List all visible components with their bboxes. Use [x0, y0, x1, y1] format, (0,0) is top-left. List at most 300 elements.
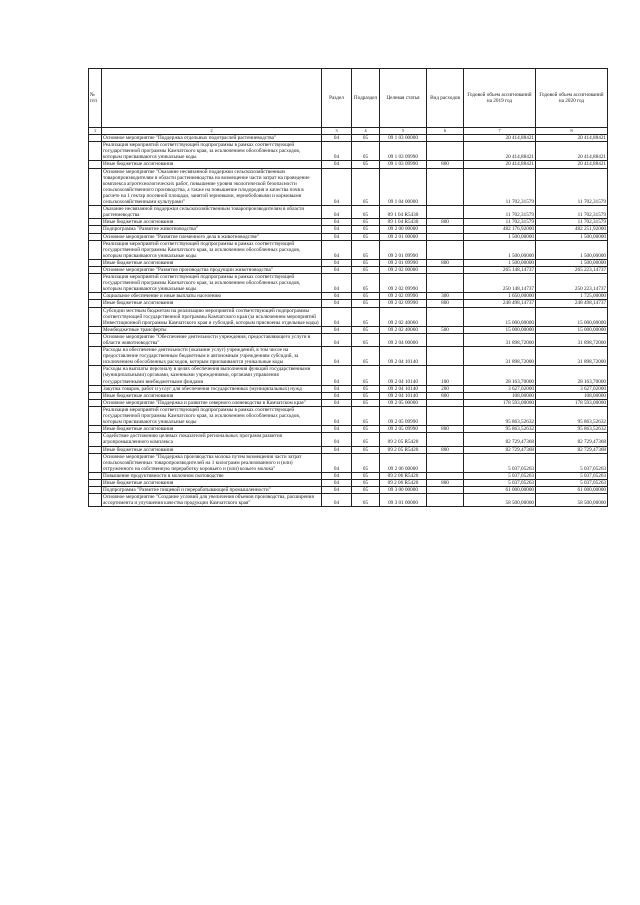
table-row	[89, 161, 608, 168]
row-number-cell	[89, 142, 102, 161]
podrazdel-cell: 05	[352, 135, 380, 142]
target-article-cell: 09 2 01 09990	[380, 259, 427, 266]
amount-2020-cell: 482 251,92000	[536, 226, 608, 233]
row-name-cell: Основное мероприятие "Развитие племенного дела в животноводстве"	[102, 233, 322, 240]
podrazdel-cell: 05	[352, 307, 380, 326]
row-name-cell: Основное мероприятие "Развитие производства продукции животноводства"	[102, 266, 322, 273]
podrazdel-cell: 05	[352, 259, 380, 266]
podrazdel-cell: 05	[352, 274, 380, 293]
target-article-cell: 09 1 04 R5430	[380, 206, 427, 219]
table-row	[89, 479, 608, 486]
target-article-cell: 09 2 02 09990	[380, 274, 427, 293]
row-number-cell	[89, 168, 102, 206]
table-row	[89, 392, 608, 399]
header-razdel: Раздел	[322, 69, 352, 128]
amount-2019-cell: 82 729,47368	[464, 446, 536, 453]
table-row	[89, 472, 608, 479]
podrazdel-cell: 05	[352, 168, 380, 206]
expense-type-cell: 100	[427, 366, 464, 385]
row-name-cell: Иные бюджетные ассигнования	[102, 446, 322, 453]
target-article-cell: 09 2 05 09990	[380, 406, 427, 425]
index-cell: 3	[322, 128, 352, 135]
table-row	[89, 226, 608, 233]
razdel-cell: 04	[322, 446, 352, 453]
target-article-cell: 09 2 04 10140	[380, 347, 427, 366]
row-number-cell	[89, 240, 102, 259]
row-number-cell	[89, 406, 102, 425]
table-row	[89, 300, 608, 307]
amount-2019-cell: 95 863,52632	[464, 426, 536, 433]
row-number-cell	[89, 266, 102, 273]
row-name-cell: Иные бюджетные ассигнования	[102, 161, 322, 168]
amount-2019-cell: 58 500,00000	[464, 494, 536, 507]
podrazdel-cell: 05	[352, 266, 380, 273]
target-article-cell: 09 2 06 R5420	[380, 472, 427, 479]
podrazdel-cell: 05	[352, 392, 380, 399]
amount-2019-cell: 1 500,00000	[464, 240, 536, 259]
amount-2019-cell: 28 163,70000	[464, 366, 536, 385]
amount-2019-cell: 20 414,88421	[464, 142, 536, 161]
row-name-cell: Подпрограмма "Развитие пищевой и перерабатывающей промышленности"	[102, 487, 322, 494]
target-article-cell: 09 2 01 00000	[380, 233, 427, 240]
podrazdel-cell: 05	[352, 472, 380, 479]
amount-2020-cell: 58 500,00000	[536, 494, 608, 507]
amount-2019-cell: 15 000,00000	[464, 326, 536, 333]
expense-type-cell	[427, 406, 464, 425]
target-article-cell: 09 1 03 00000	[380, 135, 427, 142]
razdel-cell: 04	[322, 366, 352, 385]
table-row	[89, 433, 608, 446]
podrazdel-cell: 05	[352, 347, 380, 366]
amount-2020-cell: 248 498,14737	[536, 300, 608, 307]
razdel-cell: 04	[322, 426, 352, 433]
amount-2020-cell: 1 500,00000	[536, 233, 608, 240]
row-name-cell: Основное мероприятие "Создание условий для увеличения объемов производства, расширения ассортимента и улучшения качества продукции Камчатского края"	[102, 494, 322, 507]
amount-2019-cell: 5 037,05263	[464, 479, 536, 486]
amount-2020-cell: 20 414,88421	[536, 161, 608, 168]
row-name-cell: Расходы на обеспечение деятельности (оказание услуг) учреждений, в том числе на предоставление государственным бюджетным и автономным учреждениям субсидий, за исключением обособленных расходов, которым присваиваются уникальные коды	[102, 347, 322, 366]
podrazdel-cell: 05	[352, 426, 380, 433]
row-number-cell	[89, 479, 102, 486]
razdel-cell: 04	[322, 226, 352, 233]
target-article-cell: 09 2 05 R5420	[380, 433, 427, 446]
podrazdel-cell: 05	[352, 487, 380, 494]
razdel-cell: 04	[322, 274, 352, 293]
amount-2020-cell: 108,00000	[536, 392, 608, 399]
target-article-cell: 09 2 02 09990	[380, 300, 427, 307]
podrazdel-cell: 05	[352, 161, 380, 168]
row-name-cell: Иные бюджетные ассигнования	[102, 392, 322, 399]
row-number-cell	[89, 326, 102, 333]
razdel-cell: 04	[322, 206, 352, 219]
amount-2019-cell: 11 702,31579	[464, 206, 536, 219]
amount-2020-cell: 1 500,00000	[536, 259, 608, 266]
amount-2019-cell: 82 729,47368	[464, 433, 536, 446]
target-article-cell: 09 3 01 00000	[380, 494, 427, 507]
row-name-cell: Реализация мероприятий соответствующей подпрограммы в рамках соответствующей государственной программы Камчатского края, за исключением обособленных расходов, которым присваиваются уникальные коды	[102, 142, 322, 161]
razdel-cell: 04	[322, 259, 352, 266]
expense-type-cell	[427, 142, 464, 161]
razdel-cell: 04	[322, 453, 352, 472]
row-number-cell	[89, 399, 102, 406]
amount-2020-cell: 31 898,72000	[536, 333, 608, 346]
row-number-cell	[89, 307, 102, 326]
index-cell: 8	[536, 128, 608, 135]
expense-type-cell	[427, 266, 464, 273]
row-number-cell	[89, 135, 102, 142]
target-article-cell: 09 2 04 10140	[380, 385, 427, 392]
table-body	[89, 135, 608, 507]
row-name-cell: Субсидии местным бюджетам на реализацию мероприятий соответствующей подпрограммы соответствующей государственной программы Камчатского края (за исключением мероприятий Инвестиционной программы Камчатского края и субсидий, которым присвоены отдельные коды)	[102, 307, 322, 326]
table-row	[89, 206, 608, 219]
expense-type-cell: 800	[427, 161, 464, 168]
expense-type-cell: 800	[427, 300, 464, 307]
razdel-cell: 04	[322, 326, 352, 333]
target-article-cell: 09 2 02 40060	[380, 307, 427, 326]
expense-type-cell	[427, 333, 464, 346]
index-cell: 7	[464, 128, 536, 135]
header-article: Целевая статья	[380, 69, 427, 128]
razdel-cell: 04	[322, 472, 352, 479]
row-name-cell: Реализация мероприятий соответствующей подпрограммы в рамках соответствующей государственной программы Камчатского края, за исключением обособленных расходов, которым присваиваются уникальные коды	[102, 406, 322, 425]
expense-type-cell: 500	[427, 326, 464, 333]
table-row	[89, 274, 608, 293]
amount-2020-cell: 5 037,05263	[536, 472, 608, 479]
row-name-cell: Закупка товаров, работ и услуг для обеспечения государственных (муниципальных) нужд	[102, 385, 322, 392]
index-cell: 2	[102, 128, 322, 135]
table-row	[89, 347, 608, 366]
target-article-cell: 09 2 01 09990	[380, 240, 427, 259]
row-name-cell: Основное мероприятие "Поддержка производства молока путем возмещения части затрат сельскохозяйственных товаропроизводителей на 1 килограмм реализованного и (или) отгруженного на собственную переработку коровьего и (или) козьего молока"	[102, 453, 322, 472]
table-row	[89, 135, 608, 142]
podrazdel-cell: 05	[352, 406, 380, 425]
amount-2020-cell: 15 000,00000	[536, 326, 608, 333]
target-article-cell: 09 2 00 00000	[380, 226, 427, 233]
razdel-cell: 04	[322, 168, 352, 206]
amount-2019-cell: 265 148,14737	[464, 266, 536, 273]
razdel-cell: 04	[322, 233, 352, 240]
podrazdel-cell: 05	[352, 219, 380, 226]
amount-2019-cell: 15 000,00000	[464, 307, 536, 326]
amount-2020-cell: 5 037,05263	[536, 453, 608, 472]
target-article-cell: 09 2 02 09990	[380, 293, 427, 300]
podrazdel-cell: 05	[352, 333, 380, 346]
row-number-cell	[89, 494, 102, 507]
amount-2019-cell: 95 863,52632	[464, 406, 536, 425]
amount-2019-cell: 31 898,72000	[464, 333, 536, 346]
table-row	[89, 487, 608, 494]
row-name-cell: Иные бюджетные ассигнования	[102, 259, 322, 266]
amount-2019-cell: 20 414,88421	[464, 135, 536, 142]
row-number-cell	[89, 206, 102, 219]
row-number-cell	[89, 392, 102, 399]
expense-type-cell	[427, 494, 464, 507]
table-row	[89, 219, 608, 226]
amount-2020-cell: 82 729,47368	[536, 433, 608, 446]
target-article-cell: 09 2 05 00000	[380, 399, 427, 406]
header-vid: Вид расходов	[427, 69, 464, 128]
razdel-cell: 04	[322, 300, 352, 307]
row-number-cell	[89, 446, 102, 453]
target-article-cell: 09 2 05 09990	[380, 426, 427, 433]
table-row	[89, 293, 608, 300]
razdel-cell: 04	[322, 307, 352, 326]
amount-2020-cell: 11 702,31579	[536, 168, 608, 206]
row-number-cell	[89, 453, 102, 472]
amount-2019-cell: 1 500,00000	[464, 259, 536, 266]
razdel-cell: 04	[322, 219, 352, 226]
razdel-cell: 04	[322, 385, 352, 392]
row-number-cell	[89, 274, 102, 293]
header-year-2020: Годовой объем ассигнований на 2020 год	[536, 69, 608, 128]
expense-type-cell: 800	[427, 426, 464, 433]
podrazdel-cell: 05	[352, 326, 380, 333]
amount-2019-cell: 248 498,14737	[464, 300, 536, 307]
expense-type-cell	[427, 472, 464, 479]
table-row	[89, 142, 608, 161]
amount-2020-cell: 11 702,31579	[536, 206, 608, 219]
table-row	[89, 233, 608, 240]
target-article-cell: 09 1 04 R5430	[380, 219, 427, 226]
podrazdel-cell: 05	[352, 293, 380, 300]
table-row	[89, 307, 608, 326]
table-row	[89, 168, 608, 206]
row-number-cell	[89, 385, 102, 392]
target-article-cell: 09 2 04 10140	[380, 392, 427, 399]
podrazdel-cell: 05	[352, 226, 380, 233]
row-number-cell	[89, 433, 102, 446]
row-name-cell: Межбюджетные трансферты	[102, 326, 322, 333]
amount-2019-cell: 178 593,00000	[464, 399, 536, 406]
table-row	[89, 266, 608, 273]
row-name-cell: Социальное обеспечение и иные выплаты населению	[102, 293, 322, 300]
expense-type-cell	[427, 433, 464, 446]
row-name-cell: Подпрограмма "Развитие животноводства"	[102, 226, 322, 233]
amount-2020-cell: 265 223,14737	[536, 266, 608, 273]
table-row	[89, 240, 608, 259]
table-row	[89, 399, 608, 406]
target-article-cell: 09 2 02 00000	[380, 266, 427, 273]
amount-2019-cell: 11 702,31579	[464, 219, 536, 226]
podrazdel-cell: 05	[352, 494, 380, 507]
row-number-cell	[89, 426, 102, 433]
row-name-cell: Основное мероприятие "Поддержка отдельных подотраслей растениеводства"	[102, 135, 322, 142]
razdel-cell: 04	[322, 240, 352, 259]
amount-2019-cell: 3 627,02000	[464, 385, 536, 392]
amount-2020-cell: 20 414,88421	[536, 135, 608, 142]
table-row	[89, 259, 608, 266]
row-number-cell	[89, 472, 102, 479]
amount-2020-cell: 15 000,00000	[536, 307, 608, 326]
amount-2020-cell: 1 500,00000	[536, 240, 608, 259]
amount-2019-cell: 11 702,31579	[464, 168, 536, 206]
table-row	[89, 426, 608, 433]
target-article-cell: 09 1 03 09990	[380, 142, 427, 161]
razdel-cell: 04	[322, 487, 352, 494]
row-number-cell	[89, 161, 102, 168]
expense-type-cell: 800	[427, 392, 464, 399]
razdel-cell: 04	[322, 135, 352, 142]
row-number-cell	[89, 366, 102, 385]
podrazdel-cell: 05	[352, 366, 380, 385]
amount-2020-cell: 95 863,52632	[536, 426, 608, 433]
row-name-cell: Оказание несвязанной поддержки сельскохозяйственным товаропроизводителям в области растениеводства	[102, 206, 322, 219]
podrazdel-cell: 05	[352, 240, 380, 259]
column-index-row	[89, 128, 608, 135]
target-article-cell: 09 2 02 40060	[380, 326, 427, 333]
expense-type-cell: 800	[427, 479, 464, 486]
table-row	[89, 366, 608, 385]
row-name-cell: Иные бюджетные ассигнования	[102, 426, 322, 433]
row-number-cell	[89, 333, 102, 346]
amount-2020-cell: 178 593,00000	[536, 399, 608, 406]
podrazdel-cell: 05	[352, 206, 380, 219]
amount-2019-cell: 61 000,00000	[464, 487, 536, 494]
amount-2020-cell: 95 863,52632	[536, 406, 608, 425]
expense-type-cell: 300	[427, 293, 464, 300]
razdel-cell: 04	[322, 347, 352, 366]
expense-type-cell: 800	[427, 259, 464, 266]
razdel-cell: 04	[322, 433, 352, 446]
expense-type-cell	[427, 226, 464, 233]
expense-type-cell	[427, 233, 464, 240]
header-row	[89, 69, 608, 128]
podrazdel-cell: 05	[352, 399, 380, 406]
expense-type-cell	[427, 168, 464, 206]
row-name-cell: Повышение продуктивности в молочном скотоводстве	[102, 472, 322, 479]
target-article-cell: 09 1 03 09990	[380, 161, 427, 168]
header-number: № п/п	[89, 69, 102, 128]
expense-type-cell	[427, 206, 464, 219]
target-article-cell: 09 1 04 00000	[380, 168, 427, 206]
row-number-cell	[89, 226, 102, 233]
amount-2020-cell: 61 000,00000	[536, 487, 608, 494]
index-cell: 5	[380, 128, 427, 135]
amount-2020-cell: 20 414,88421	[536, 142, 608, 161]
row-number-cell	[89, 293, 102, 300]
expense-type-cell: 800	[427, 219, 464, 226]
row-name-cell: Иные бюджетные ассигнования	[102, 479, 322, 486]
amount-2019-cell: 482 176,92000	[464, 226, 536, 233]
razdel-cell: 04	[322, 392, 352, 399]
podrazdel-cell: 05	[352, 479, 380, 486]
amount-2019-cell: 1 500,00000	[464, 233, 536, 240]
table-row	[89, 406, 608, 425]
expense-type-cell: 200	[427, 385, 464, 392]
amount-2019-cell: 20 414,88421	[464, 161, 536, 168]
amount-2020-cell: 31 898,72000	[536, 347, 608, 366]
table-row	[89, 453, 608, 472]
expense-type-cell	[427, 135, 464, 142]
index-cell: 4	[352, 128, 380, 135]
row-name-cell: Основное мероприятие "Поддержка и развитие северного оленеводства в Камчатском крае"	[102, 399, 322, 406]
amount-2020-cell: 1 725,00000	[536, 293, 608, 300]
target-article-cell: 09 2 05 R5420	[380, 446, 427, 453]
razdel-cell: 04	[322, 333, 352, 346]
razdel-cell: 04	[322, 494, 352, 507]
amount-2020-cell: 5 037,05263	[536, 479, 608, 486]
razdel-cell: 04	[322, 293, 352, 300]
razdel-cell: 04	[322, 479, 352, 486]
expense-type-cell: 800	[427, 446, 464, 453]
amount-2020-cell: 28 163,70000	[536, 366, 608, 385]
razdel-cell: 04	[322, 266, 352, 273]
row-number-cell	[89, 233, 102, 240]
expense-type-cell	[427, 240, 464, 259]
header-year-2019: Годовой объем ассигнований на 2019 год	[464, 69, 536, 128]
razdel-cell: 04	[322, 142, 352, 161]
amount-2019-cell: 5 037,05263	[464, 453, 536, 472]
podrazdel-cell: 05	[352, 233, 380, 240]
expense-type-cell	[427, 274, 464, 293]
expense-type-cell	[427, 399, 464, 406]
expense-type-cell	[427, 487, 464, 494]
table-row	[89, 326, 608, 333]
row-number-cell	[89, 347, 102, 366]
expense-type-cell	[427, 453, 464, 472]
target-article-cell: 09 3 00 00000	[380, 487, 427, 494]
table-row	[89, 446, 608, 453]
header-name	[102, 69, 322, 128]
row-number-cell	[89, 259, 102, 266]
amount-2020-cell: 11 702,31579	[536, 219, 608, 226]
podrazdel-cell: 05	[352, 433, 380, 446]
budget-allocation-table	[88, 68, 608, 507]
expense-type-cell	[427, 307, 464, 326]
podrazdel-cell: 05	[352, 446, 380, 453]
target-article-cell: 09 2 04 10140	[380, 366, 427, 385]
amount-2020-cell: 250 223,14737	[536, 274, 608, 293]
row-number-cell	[89, 300, 102, 307]
amount-2019-cell: 250 148,14737	[464, 274, 536, 293]
amount-2019-cell: 5 037,05263	[464, 472, 536, 479]
row-name-cell: Иные бюджетные ассигнования	[102, 219, 322, 226]
razdel-cell: 04	[322, 399, 352, 406]
row-number-cell	[89, 487, 102, 494]
podrazdel-cell: 05	[352, 142, 380, 161]
podrazdel-cell: 05	[352, 453, 380, 472]
row-name-cell: Реализация мероприятий соответствующей подпрограммы в рамках соответствующей государственной программы Камчатского края, за исключением обособленных расходов, которым присваиваются уникальные коды	[102, 274, 322, 293]
target-article-cell: 09 2 04 00000	[380, 333, 427, 346]
row-number-cell	[89, 219, 102, 226]
row-name-cell: Иные бюджетные ассигнования	[102, 300, 322, 307]
index-cell: 6	[427, 128, 464, 135]
table-row	[89, 333, 608, 346]
expense-type-cell	[427, 347, 464, 366]
row-name-cell: Реализация мероприятий соответствующей подпрограммы в рамках соответствующей государственной программы Камчатского края, за исключением обособленных расходов, которым присваиваются уникальные коды	[102, 240, 322, 259]
podrazdel-cell: 05	[352, 385, 380, 392]
table-row	[89, 494, 608, 507]
row-name-cell: Расходы на выплаты персоналу в целях обеспечения выполнения функций государственными (муниципальными) органами, казенными учреждениями, органами управления государственными внебюджетными фондами	[102, 366, 322, 385]
row-name-cell: Содействие достижению целевых показателей региональных программ развития агропромышленного комплекса	[102, 433, 322, 446]
amount-2019-cell: 31 898,72000	[464, 347, 536, 366]
index-cell: 1	[89, 128, 102, 135]
podrazdel-cell: 05	[352, 300, 380, 307]
header-podrazdel: Подраздел	[352, 69, 380, 128]
razdel-cell: 04	[322, 406, 352, 425]
razdel-cell: 04	[322, 161, 352, 168]
row-name-cell: Основное мероприятие "Обеспечение деятельности учреждения, предоставляющего услуги в области животноводства"	[102, 333, 322, 346]
amount-2019-cell: 1 650,00000	[464, 293, 536, 300]
amount-2020-cell: 3 627,02000	[536, 385, 608, 392]
amount-2020-cell: 82 729,47368	[536, 446, 608, 453]
row-name-cell: Основное мероприятие "Оказание несвязанной поддержки сельскохозяйственным товаропроизводителям в области растениеводства на возмещение части затрат на проведение комплекса агротехнологических работ, повышение уровня экологической безопасности сельскохозяйственного производства, а также на повышение плодородия и качества почв в расчете на 1 гектар посевной площади, занятой зерновыми, зернобобовыми и кормовыми сельскохозяйственными культурами"	[102, 168, 322, 206]
amount-2019-cell: 108,00000	[464, 392, 536, 399]
target-article-cell: 09 2 06 R5420	[380, 479, 427, 486]
budget-table-sheet	[88, 68, 607, 507]
target-article-cell: 09 2 06 00000	[380, 453, 427, 472]
table-row	[89, 385, 608, 392]
